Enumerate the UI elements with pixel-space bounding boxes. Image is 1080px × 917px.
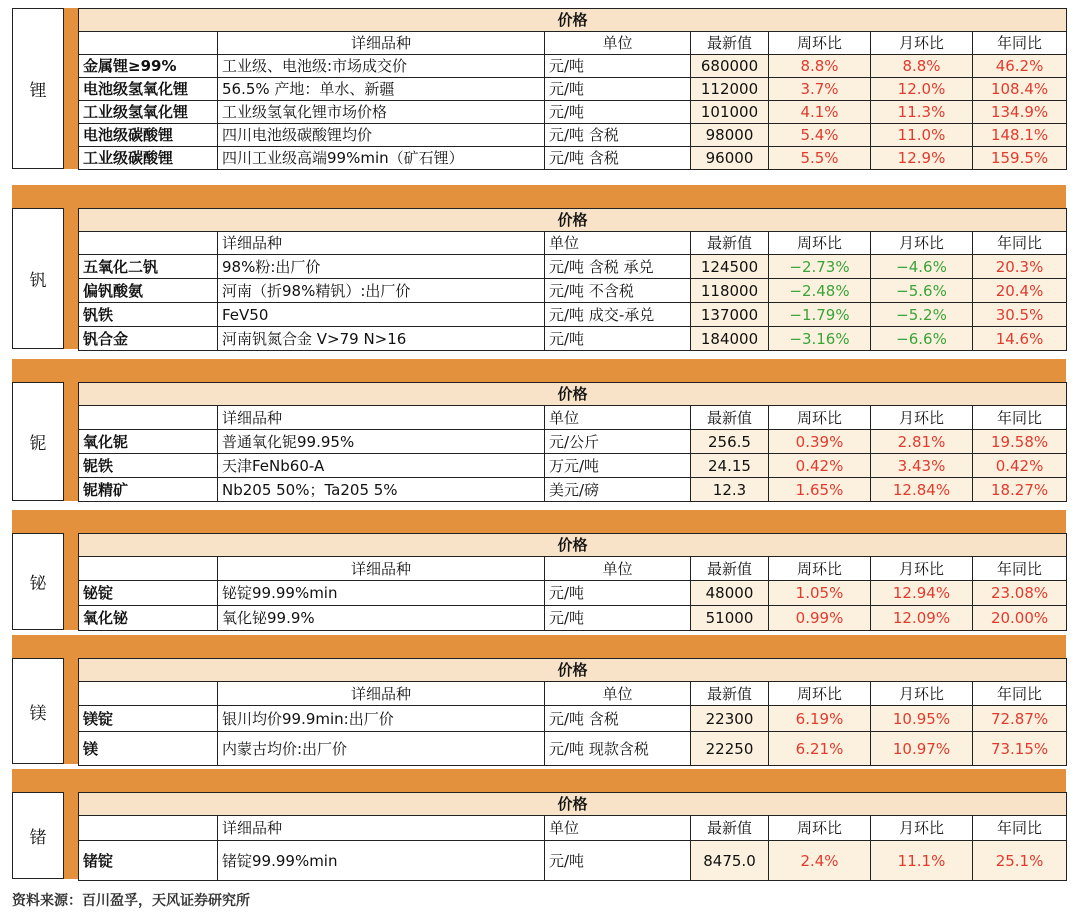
product-name: 氧化铋	[79, 606, 218, 631]
latest-header: 最新值	[691, 32, 769, 55]
mom-header: 月环比	[871, 32, 973, 55]
category-label: 钒	[12, 208, 64, 349]
product-name: 氧化铌	[79, 430, 218, 454]
product-name: 钒合金	[79, 327, 218, 351]
mom-value: 12.09%	[871, 606, 973, 631]
table-row	[79, 78, 1067, 101]
wow-value: −2.73%	[769, 255, 871, 279]
product-name: 铌铁	[79, 454, 218, 478]
price-table	[78, 8, 1067, 170]
wow-value: −3.16%	[769, 327, 871, 351]
category-label: 铌	[12, 382, 64, 501]
wow-value: 1.65%	[769, 478, 871, 502]
table-row	[79, 454, 1067, 478]
product-name: 金属锂≥99%	[79, 55, 218, 78]
yoy-value: 23.08%	[973, 581, 1067, 606]
latest-value: 12.3	[691, 478, 769, 502]
section-separator	[12, 769, 1066, 792]
product-name: 电池级氢氧化锂	[79, 78, 218, 101]
unit-cell: 元/吨	[545, 101, 691, 124]
detail-cell: 普通氧化铌99.95%	[218, 430, 545, 454]
detail-cell: 天津FeNb60-A	[218, 454, 545, 478]
section-separator	[12, 185, 1066, 208]
yoy-header: 年同比	[973, 232, 1067, 255]
table-row	[79, 732, 1067, 766]
orange-stripe	[64, 533, 78, 630]
unit-cell: 元/吨 现款含税	[545, 732, 691, 766]
detail-cell: 98%粉:出厂价	[218, 255, 545, 279]
yoy-header: 年同比	[973, 816, 1067, 841]
product-name: 镁锭	[79, 706, 218, 732]
latest-value: 96000	[691, 147, 769, 170]
unit-cell: 元/公斤	[545, 430, 691, 454]
wow-value: 8.8%	[769, 55, 871, 78]
latest-header: 最新值	[691, 816, 769, 841]
wow-header: 周环比	[769, 232, 871, 255]
latest-value: 112000	[691, 78, 769, 101]
mom-header: 月环比	[871, 406, 973, 430]
detail-cell: 56.5% 产地：单水、新疆	[218, 78, 545, 101]
yoy-value: 72.87%	[973, 706, 1067, 732]
mom-header: 月环比	[871, 557, 973, 581]
unit-cell: 元/吨	[545, 78, 691, 101]
mom-value: 11.1%	[871, 841, 973, 881]
product-name: 五氧化二钒	[79, 255, 218, 279]
table-row	[79, 706, 1067, 732]
yoy-value: 46.2%	[973, 55, 1067, 78]
latest-value: 124500	[691, 255, 769, 279]
table-row	[79, 303, 1067, 327]
category-label: 镁	[12, 658, 64, 764]
wow-header: 周环比	[769, 816, 871, 841]
orange-stripe	[64, 8, 78, 169]
source-note: 资料来源：百川盈孚，天风证券研究所	[12, 893, 250, 909]
wow-header: 周环比	[769, 557, 871, 581]
wow-header: 周环比	[769, 682, 871, 706]
wow-value: 6.19%	[769, 706, 871, 732]
table-row	[79, 255, 1067, 279]
mom-value: 2.81%	[871, 430, 973, 454]
detail-cell: 铋锭99.99%min	[218, 581, 545, 606]
latest-value: 22300	[691, 706, 769, 732]
latest-value: 680000	[691, 55, 769, 78]
column-header-row	[79, 32, 1067, 55]
price-title-row	[79, 793, 1067, 816]
table-row	[79, 55, 1067, 78]
section-4	[12, 658, 1066, 764]
product-name: 钒铁	[79, 303, 218, 327]
mom-header: 月环比	[871, 682, 973, 706]
product-name: 铌精矿	[79, 478, 218, 502]
table-row	[79, 478, 1067, 502]
price-title: 价格	[79, 9, 1067, 32]
product-name: 电池级碳酸锂	[79, 124, 218, 147]
detail-cell: 氧化铋99.9%	[218, 606, 545, 631]
latest-header: 最新值	[691, 406, 769, 430]
table-row	[79, 147, 1067, 170]
latest-value: 48000	[691, 581, 769, 606]
mom-value: 12.94%	[871, 581, 973, 606]
section-5	[12, 792, 1066, 879]
mom-value: −5.2%	[871, 303, 973, 327]
latest-value: 137000	[691, 303, 769, 327]
section-separator	[12, 359, 1066, 382]
wow-value: 3.7%	[769, 78, 871, 101]
price-table	[78, 533, 1067, 631]
price-table	[78, 792, 1067, 881]
table-row	[79, 606, 1067, 631]
section-0	[12, 8, 1066, 169]
wow-value: 5.4%	[769, 124, 871, 147]
latest-value: 51000	[691, 606, 769, 631]
mom-value: 10.95%	[871, 706, 973, 732]
yoy-header: 年同比	[973, 557, 1067, 581]
yoy-header: 年同比	[973, 32, 1067, 55]
mom-value: 12.9%	[871, 147, 973, 170]
unit-cell: 元/吨 含税	[545, 147, 691, 170]
price-table	[78, 208, 1067, 351]
detail-header: 详细品种	[218, 406, 545, 430]
table-row	[79, 430, 1067, 454]
category-label: 锗	[12, 792, 64, 879]
unit-cell: 万元/吨	[545, 454, 691, 478]
detail-header: 详细品种	[218, 682, 545, 706]
blank-header	[79, 406, 218, 430]
blank-header	[79, 557, 218, 581]
yoy-value: 19.58%	[973, 430, 1067, 454]
price-title-row	[79, 9, 1067, 32]
wow-value: 4.1%	[769, 101, 871, 124]
unit-cell: 元/吨	[545, 581, 691, 606]
yoy-value: 20.4%	[973, 279, 1067, 303]
detail-header: 详细品种	[218, 232, 545, 255]
latest-value: 256.5	[691, 430, 769, 454]
unit-cell: 元/吨	[545, 606, 691, 631]
price-title: 价格	[79, 383, 1067, 406]
table-row	[79, 124, 1067, 147]
mom-value: −5.6%	[871, 279, 973, 303]
product-name: 铋锭	[79, 581, 218, 606]
latest-value: 98000	[691, 124, 769, 147]
latest-header: 最新值	[691, 232, 769, 255]
blank-header	[79, 816, 218, 841]
column-header-row	[79, 557, 1067, 581]
detail-cell: Nb205 50%；Ta205 5%	[218, 478, 545, 502]
unit-cell: 元/吨 含税 承兑	[545, 255, 691, 279]
unit-header: 单位	[545, 32, 691, 55]
price-title: 价格	[79, 209, 1067, 232]
yoy-value: 108.4%	[973, 78, 1067, 101]
product-name: 偏钒酸氨	[79, 279, 218, 303]
price-title: 价格	[79, 659, 1067, 682]
latest-value: 118000	[691, 279, 769, 303]
detail-header: 详细品种	[218, 557, 545, 581]
section-2	[12, 382, 1066, 501]
table-row	[79, 101, 1067, 124]
orange-stripe	[64, 792, 78, 879]
orange-stripe	[64, 382, 78, 501]
mom-value: 10.97%	[871, 732, 973, 766]
detail-cell: 银川均价99.9min:出厂价	[218, 706, 545, 732]
unit-cell: 元/吨	[545, 841, 691, 881]
wow-value: −1.79%	[769, 303, 871, 327]
detail-cell: 工业级、电池级:市场成交价	[218, 55, 545, 78]
table-row	[79, 841, 1067, 881]
mom-header: 月环比	[871, 232, 973, 255]
wow-value: 6.21%	[769, 732, 871, 766]
product-name: 工业级氢氧化锂	[79, 101, 218, 124]
wow-value: −2.48%	[769, 279, 871, 303]
latest-value: 184000	[691, 327, 769, 351]
unit-header: 单位	[545, 816, 691, 841]
price-title-row	[79, 534, 1067, 557]
yoy-header: 年同比	[973, 406, 1067, 430]
unit-header: 单位	[545, 557, 691, 581]
yoy-value: 14.6%	[973, 327, 1067, 351]
yoy-value: 18.27%	[973, 478, 1067, 502]
column-header-row	[79, 232, 1067, 255]
unit-cell: 元/吨	[545, 55, 691, 78]
product-name: 镁	[79, 732, 218, 766]
product-name: 工业级碳酸锂	[79, 147, 218, 170]
latest-value: 24.15	[691, 454, 769, 478]
yoy-value: 30.5%	[973, 303, 1067, 327]
latest-header: 最新值	[691, 682, 769, 706]
category-label: 铋	[12, 533, 64, 630]
table-row	[79, 581, 1067, 606]
mom-value: 3.43%	[871, 454, 973, 478]
yoy-value: 159.5%	[973, 147, 1067, 170]
detail-cell: 河南钒氮合金 V>79 N>16	[218, 327, 545, 351]
detail-cell: FeV50	[218, 303, 545, 327]
wow-value: 2.4%	[769, 841, 871, 881]
unit-cell: 元/吨	[545, 327, 691, 351]
price-title: 价格	[79, 534, 1067, 557]
yoy-value: 0.42%	[973, 454, 1067, 478]
unit-header: 单位	[545, 682, 691, 706]
orange-stripe	[64, 658, 78, 764]
unit-header: 单位	[545, 406, 691, 430]
mom-value: 12.0%	[871, 78, 973, 101]
column-header-row	[79, 682, 1067, 706]
yoy-value: 20.3%	[973, 255, 1067, 279]
detail-cell: 内蒙古均价:出厂价	[218, 732, 545, 766]
detail-cell: 河南（折98%精钒）:出厂价	[218, 279, 545, 303]
wow-header: 周环比	[769, 406, 871, 430]
price-table	[78, 382, 1067, 502]
price-title-row	[79, 383, 1067, 406]
mom-value: 12.84%	[871, 478, 973, 502]
detail-cell: 工业级氢氧化锂市场价格	[218, 101, 545, 124]
wow-value: 0.42%	[769, 454, 871, 478]
wow-value: 5.5%	[769, 147, 871, 170]
mom-value: 11.3%	[871, 101, 973, 124]
detail-cell: 四川电池级碳酸锂均价	[218, 124, 545, 147]
section-separator	[12, 635, 1066, 658]
price-title: 价格	[79, 793, 1067, 816]
column-header-row	[79, 816, 1067, 841]
detail-cell: 锗锭99.99%min	[218, 841, 545, 881]
latest-header: 最新值	[691, 557, 769, 581]
detail-header: 详细品种	[218, 32, 545, 55]
latest-value: 101000	[691, 101, 769, 124]
yoy-value: 25.1%	[973, 841, 1067, 881]
yoy-value: 20.00%	[973, 606, 1067, 631]
mom-header: 月环比	[871, 816, 973, 841]
unit-cell: 元/吨 成交-承兑	[545, 303, 691, 327]
yoy-value: 134.9%	[973, 101, 1067, 124]
table-row	[79, 327, 1067, 351]
wow-value: 0.39%	[769, 430, 871, 454]
column-header-row	[79, 406, 1067, 430]
price-title-row	[79, 659, 1067, 682]
blank-header	[79, 232, 218, 255]
latest-value: 22250	[691, 732, 769, 766]
mom-value: −6.6%	[871, 327, 973, 351]
blank-header	[79, 682, 218, 706]
mom-value: 11.0%	[871, 124, 973, 147]
category-label: 锂	[12, 8, 64, 169]
price-table	[78, 658, 1067, 766]
price-title-row	[79, 209, 1067, 232]
orange-stripe	[64, 208, 78, 349]
blank-header	[79, 32, 218, 55]
section-1	[12, 208, 1066, 349]
product-name: 锗锭	[79, 841, 218, 881]
detail-header: 详细品种	[218, 816, 545, 841]
mom-value: 8.8%	[871, 55, 973, 78]
detail-cell: 四川工业级高端99%min（矿石锂）	[218, 147, 545, 170]
unit-cell: 元/吨 含税	[545, 124, 691, 147]
unit-cell: 元/吨 不含税	[545, 279, 691, 303]
section-separator	[12, 510, 1066, 533]
yoy-value: 148.1%	[973, 124, 1067, 147]
unit-cell: 元/吨 含税	[545, 706, 691, 732]
wow-header: 周环比	[769, 32, 871, 55]
yoy-header: 年同比	[973, 682, 1067, 706]
section-3	[12, 533, 1066, 630]
unit-header: 单位	[545, 232, 691, 255]
mom-value: −4.6%	[871, 255, 973, 279]
latest-value: 8475.0	[691, 841, 769, 881]
yoy-value: 73.15%	[973, 732, 1067, 766]
unit-cell: 美元/磅	[545, 478, 691, 502]
wow-value: 1.05%	[769, 581, 871, 606]
wow-value: 0.99%	[769, 606, 871, 631]
table-row	[79, 279, 1067, 303]
